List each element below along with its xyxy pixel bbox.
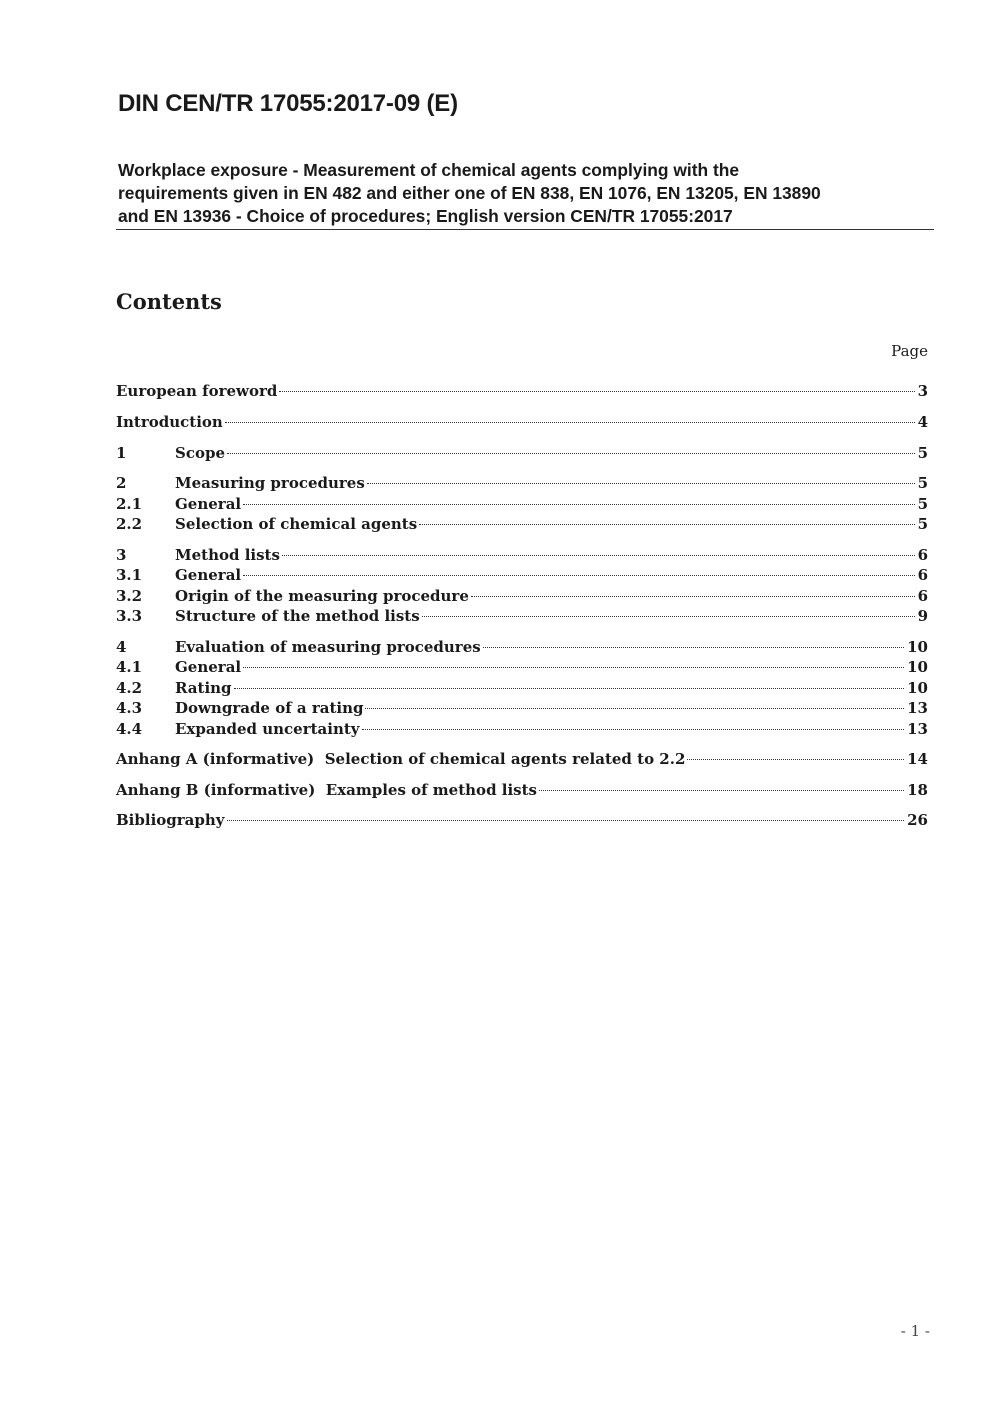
toc-entry-title: Rating bbox=[175, 679, 232, 697]
toc-entry[interactable] bbox=[116, 412, 928, 432]
toc-entry[interactable] bbox=[116, 698, 928, 718]
toc-entry[interactable] bbox=[116, 565, 928, 585]
toc-entry-number: 4.2 bbox=[116, 679, 143, 697]
toc-dot-leader bbox=[419, 524, 914, 525]
toc-entry-number: 1 bbox=[116, 444, 127, 462]
toc-entry-title: Measuring procedures bbox=[175, 474, 365, 492]
toc-entry-title: Anhang B (informative) Examples of method lists bbox=[116, 781, 537, 799]
toc-entry[interactable] bbox=[116, 749, 928, 769]
toc-entry-number: 3 bbox=[116, 546, 127, 564]
toc-entry-page: 4 bbox=[917, 413, 928, 431]
toc-entry-title: Expanded uncertainty bbox=[175, 720, 360, 738]
toc-dot-leader bbox=[687, 759, 904, 760]
toc-entry[interactable] bbox=[116, 586, 928, 606]
toc-entry-page: 10 bbox=[907, 679, 928, 697]
toc-entry-title: Anhang A (informative) Selection of chemical agents related to 2.2 bbox=[116, 750, 686, 768]
toc-entry-page: 10 bbox=[907, 638, 928, 656]
toc-entry[interactable] bbox=[116, 657, 928, 677]
toc-entry-page: 13 bbox=[907, 699, 928, 717]
toc-entry-page: 13 bbox=[907, 720, 928, 738]
toc-entry-title: General bbox=[175, 495, 242, 513]
toc-dot-leader bbox=[471, 596, 915, 597]
toc-entry[interactable] bbox=[116, 381, 928, 401]
toc-entry-page: 14 bbox=[907, 750, 928, 768]
toc-entry-page: 6 bbox=[917, 587, 928, 605]
title-divider bbox=[116, 229, 934, 230]
toc-entry-page: 5 bbox=[917, 474, 928, 492]
toc-entry[interactable] bbox=[116, 678, 928, 698]
document-title bbox=[118, 159, 933, 228]
toc-entry[interactable] bbox=[116, 494, 928, 514]
toc-entry-title: European foreword bbox=[116, 382, 278, 400]
toc-entry-page: 26 bbox=[907, 811, 928, 829]
toc-entry-number: 2.1 bbox=[116, 495, 143, 513]
toc-entry[interactable] bbox=[116, 637, 928, 657]
toc-dot-leader bbox=[243, 575, 914, 576]
toc-entry-number: 4.3 bbox=[116, 699, 143, 717]
contents-heading: Contents bbox=[116, 289, 222, 314]
toc-entry[interactable] bbox=[116, 443, 928, 463]
toc-entry-title: Bibliography bbox=[116, 811, 225, 829]
toc-dot-leader bbox=[365, 708, 904, 709]
toc-entry-page: 18 bbox=[907, 781, 928, 799]
toc-entry[interactable] bbox=[116, 780, 928, 800]
toc-dot-leader bbox=[243, 504, 914, 505]
toc-entry-page: 6 bbox=[917, 546, 928, 564]
toc-dot-leader bbox=[279, 391, 914, 392]
toc-dot-leader bbox=[367, 483, 915, 484]
toc-entry-number: 4.1 bbox=[116, 658, 143, 676]
toc-dot-leader bbox=[227, 453, 915, 454]
toc-entry-number: 3.3 bbox=[116, 607, 143, 625]
toc-entry-title: Method lists bbox=[175, 546, 280, 564]
toc-dot-leader bbox=[539, 790, 904, 791]
toc-entry-number: 2 bbox=[116, 474, 127, 492]
document-title-line: and EN 13936 - Choice of procedures; English version CEN/TR 17055:2017 bbox=[118, 206, 733, 226]
toc-entry-page: 5 bbox=[917, 444, 928, 462]
page-number: - 1 - bbox=[900, 1322, 930, 1340]
toc-entry-number: 3.2 bbox=[116, 587, 143, 605]
document-id: DIN CEN/TR 17055:2017-09 (E) bbox=[118, 90, 458, 117]
toc-dot-leader bbox=[483, 647, 904, 648]
toc-entry-number: 4.4 bbox=[116, 720, 143, 738]
toc-entry[interactable] bbox=[116, 719, 928, 739]
toc-entry-title: General bbox=[175, 658, 242, 676]
toc-dot-leader bbox=[362, 729, 905, 730]
toc-entry-title: Downgrade of a rating bbox=[175, 699, 364, 717]
toc-entry-title: Evaluation of measuring procedures bbox=[175, 638, 481, 656]
toc-entry-title: Structure of the method lists bbox=[175, 607, 420, 625]
toc-entry[interactable] bbox=[116, 606, 928, 626]
page-column-label: Page bbox=[891, 342, 928, 360]
toc-entry[interactable] bbox=[116, 810, 928, 830]
toc-entry-title: Scope bbox=[175, 444, 226, 462]
toc-entry[interactable] bbox=[116, 473, 928, 493]
toc-entry-number: 3.1 bbox=[116, 566, 143, 584]
document-title-line: requirements given in EN 482 and either one of EN 838, EN 1076, EN 13205, EN 13890 bbox=[118, 183, 821, 203]
toc-entry-page: 10 bbox=[907, 658, 928, 676]
toc-entry-page: 3 bbox=[917, 382, 928, 400]
toc-dot-leader bbox=[225, 422, 915, 423]
toc-entry-title: Selection of chemical agents bbox=[175, 515, 418, 533]
toc-dot-leader bbox=[243, 667, 904, 668]
toc-entry-page: 5 bbox=[917, 515, 928, 533]
toc-entry[interactable] bbox=[116, 514, 928, 534]
toc-entry-title: Introduction bbox=[116, 413, 223, 431]
toc-dot-leader bbox=[227, 820, 905, 821]
toc-entry-title: General bbox=[175, 566, 242, 584]
toc-entry[interactable] bbox=[116, 545, 928, 565]
toc-entry-number: 4 bbox=[116, 638, 127, 656]
document-title-line: Workplace exposure - Measurement of chemical agents complying with the bbox=[118, 160, 740, 180]
toc-entry-page: 5 bbox=[917, 495, 928, 513]
toc-entry-page: 9 bbox=[917, 607, 928, 625]
toc-entry-page: 6 bbox=[917, 566, 928, 584]
toc-entry-title: Origin of the measuring procedure bbox=[175, 587, 469, 605]
toc-dot-leader bbox=[282, 555, 915, 556]
toc-entry-number: 2.2 bbox=[116, 515, 143, 533]
toc-dot-leader bbox=[422, 616, 915, 617]
toc-dot-leader bbox=[234, 688, 905, 689]
